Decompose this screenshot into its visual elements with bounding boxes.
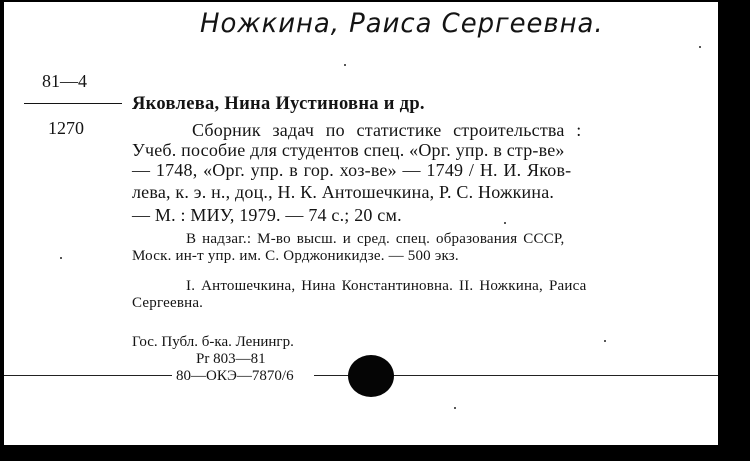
description-line: Сборник задач по статистике строительства : — [192, 120, 582, 140]
speck — [344, 64, 346, 66]
author-heading: Яковлева, Нина Иустиновна и др. — [132, 94, 425, 114]
library-code: Pr 803—81 — [196, 351, 266, 367]
added-entry-line: I. Антошечкина, Нина Константиновна. II. Ножкина, Раиса — [186, 278, 587, 294]
speck — [504, 222, 506, 224]
description-line: Учеб. пособие для студентов спец. «Орг. упр. в стр-ве» — [132, 140, 565, 160]
call-number-rule — [24, 103, 122, 104]
added-entry-line: Сергеевна. — [132, 295, 204, 311]
speck — [454, 407, 456, 409]
card-number: 80—ОКЭ—7870/6 — [176, 368, 294, 384]
call-number-bottom: 1270 — [48, 118, 84, 138]
punch-hole — [348, 355, 394, 397]
speck — [604, 340, 606, 342]
note-line: Моск. ин-т упр. им. С. Орджоникидзе. — 500 экз. — [132, 248, 459, 264]
library-name: Гос. Публ. б-ка. Ленингр. — [132, 334, 294, 350]
call-number-top: 81—4 — [42, 71, 87, 91]
catalog-card — [4, 2, 718, 445]
bottom-rule-left — [4, 375, 172, 376]
note-line: В надзаг.: М-во высш. и сред. спец. образования СССР, — [186, 231, 565, 247]
speck — [699, 46, 701, 48]
description-line: — 1748, «Орг. упр. в гор. хоз-ве» — 1749 / Н. И. Яков- — [132, 160, 572, 180]
speck — [60, 257, 62, 259]
description-line: лева, к. э. н., доц., Н. К. Антошечкина, Р. С. Ножкина. — [132, 182, 555, 202]
handwritten-name: Ножкина, Раиса Сергеевна. — [200, 8, 604, 39]
description-line: — М. : МИУ, 1979. — 74 с.; 20 см. — [132, 205, 402, 225]
